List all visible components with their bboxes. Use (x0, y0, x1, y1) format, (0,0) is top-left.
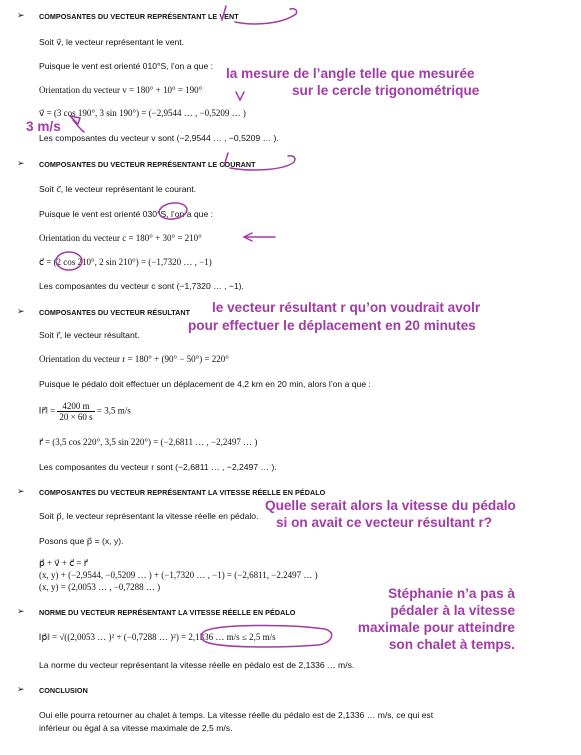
annotation-resultant-2: pour effectuer le déplacement en 20 minutes (188, 318, 476, 333)
norm-lhs: ‖r⃗‖ = (39, 405, 56, 416)
resultant-components: Les composantes du vecteur r sont (−2,6811 … , −2,2497 … ). (39, 462, 277, 472)
resultant-orientation: Orientation du vecteur r = 180° + (90° − 50°) = 220° (39, 354, 229, 364)
norm-sentence: La norme du vecteur représentant la vitesse réelle en pédalo est de 2,1336 … m/s. (39, 660, 355, 670)
current-given: Puisque le vent est orienté 030°S, l’on a que : (39, 209, 213, 219)
wind-orientation: Orientation du vecteur v = 180° + 10° = 190° (39, 85, 203, 95)
wind-intro: Soit v⃗, le vecteur représentant le vent. (39, 37, 185, 47)
speed-intro: Soit p⃗, le vecteur représentant la vitesse réelle en pédalo. (39, 511, 259, 521)
resultant-heading: COMPOSANTES DU VECTEUR RÉSULTANT (39, 308, 191, 317)
tick-le-vent (222, 6, 226, 20)
annotation-angle-1: la mesure de l’angle telle que mesurée (226, 66, 475, 81)
norm-formula: ‖p⃗‖ = √((2,0053 … )² + (−0,7288 … )²) = 2,1336 … m/s ≤ 2,5 m/s (39, 632, 276, 642)
bullet-marker: ➢ (17, 10, 25, 20)
annotation-stephanie-1: Stéphanie n’a pas à (388, 586, 515, 601)
annotation-speed-3: 3 m/s (26, 119, 61, 134)
current-intro: Soit c⃗, le vecteur représentant le courant. (39, 184, 197, 194)
annotation-question-2: si on avait ce vecteur résultant r? (276, 515, 493, 530)
wind-vector: v⃗ = (3 cos 190°, 3 sin 190°) = (−2,9544 … , −0,5209 … ) (39, 108, 246, 118)
annotation-stephanie-2: pédaler à la vitesse (390, 603, 515, 618)
underline-le-courant (230, 156, 295, 170)
resultant-vector: r⃗ = (3,5 cos 220°, 3,5 sin 220°) = (−2,6811 … , −2,2497 … ) (39, 437, 258, 447)
arrow-190 (236, 92, 244, 100)
current-heading: COMPOSANTES DU VECTEUR REPRÉSENTANT LE COURANT (39, 160, 256, 169)
bullet-marker: ➢ (17, 684, 25, 694)
wind-components: Les composantes du vecteur v sont (−2,9544 … , −0,5209 … ). (39, 133, 279, 143)
bullet-marker: ➢ (17, 306, 25, 316)
annotation-stephanie-3: maximale pour atteindre (357, 620, 515, 635)
resultant-intro: Soit r⃗, le vecteur résultant. (39, 330, 140, 340)
bullet-marker: ➢ (17, 606, 25, 616)
wind-given: Puisque le vent est orienté 010°S, l’on a que : (39, 61, 213, 71)
speed-equation-2: (x, y) + (−2,9544, −0,5209 … ) + (−1,7320 … , −1) = (−2,6811, −2.2497 … ) (39, 570, 318, 580)
annotation-question-1: Quelle serait alors la vitesse du pédalo (265, 498, 516, 513)
current-components: Les composantes du vecteur c sont (−1,7320 … , −1). (39, 281, 244, 291)
speed-heading: COMPOSANTES DU VECTEUR REPRÉSENTANT LA VITESSE RÉELLE EN PÉDALO (39, 488, 326, 497)
annotation-resultant-1: le vecteur résultant r qu’on voudrait avolr (212, 300, 481, 315)
resultant-given: Puisque le pédalo doit effectuer un déplacement de 4,2 km en 20 min, alors l’on a que : (39, 379, 371, 389)
annotation-stephanie-4: son chalet à temps. (388, 637, 515, 652)
norm-heading: NORME DU VECTEUR REPRÉSENTANT LA VITESSE RÉELLE EN PÉDALO (39, 608, 296, 617)
conclusion-line-2: inférieur ou égal à sa vitesse maximale de 2,5 m/s. (39, 723, 233, 733)
bullet-marker: ➢ (17, 486, 25, 496)
norm-numerator: 4200 m (57, 401, 94, 412)
bullet-marker: ➢ (17, 158, 25, 168)
speed-equation-3: (x, y) = (2,0053 … , −0,7288 … ) (39, 582, 161, 592)
speed-pose: Posons que p⃗ = (x, y). (39, 536, 124, 546)
circle-2cos (56, 252, 82, 270)
norm-denominator: 20 × 60 s (59, 412, 93, 422)
wind-heading: COMPOSANTES DU VECTEUR REPRÉSENTANT LE VENT (39, 12, 239, 21)
annotation-angle-2: sur le cercle trigonométrique (292, 83, 480, 98)
circle-030 (158, 201, 188, 221)
speed-equation-1: p⃗ + v⃗ + c⃗ = r⃗ (39, 558, 88, 568)
conclusion-heading: CONCLUSION (39, 686, 88, 695)
norm-rhs: = 3,5 m/s (96, 405, 131, 416)
underline-le-vent (235, 9, 297, 24)
current-vector: c⃗ = (2 cos 210°, 2 sin 210°) = (−1,7320 … , −1) (39, 257, 212, 267)
conclusion-line-1: Oui elle pourra retourner au chalet à temps. La vitesse réelle du pédalo est de 2,1336 … m/s, ce qui est (39, 710, 434, 720)
current-orientation: Orientation du vecteur c = 180° + 30° = 210° (39, 233, 202, 243)
tick-le-courant (224, 153, 228, 166)
circle-result (201, 625, 332, 647)
